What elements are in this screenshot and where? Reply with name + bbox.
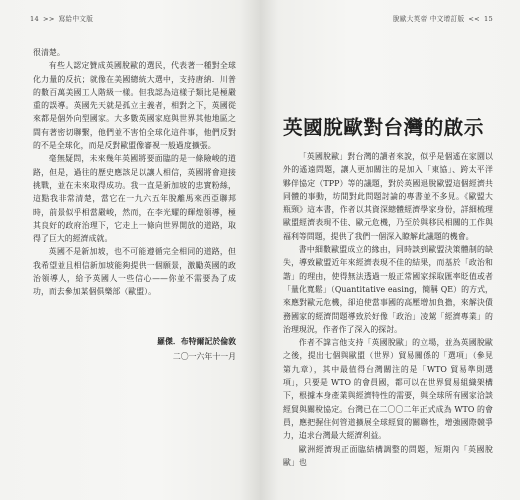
- left-header-section: 寫給中文版: [58, 15, 94, 23]
- chapter-title: 英國脫歐對台灣的啟示: [283, 116, 485, 139]
- paragraph: 很清楚。: [33, 48, 65, 57]
- right-header-separator: <<: [468, 15, 480, 23]
- left-page-number: 14: [30, 15, 39, 23]
- signature-date: 二〇一六年十一月: [172, 352, 236, 361]
- right-header-book-title: 脫歐大英帝 中文增訂版: [393, 15, 465, 23]
- left-body-text: [33, 46, 236, 299]
- paragraph: 歐洲經濟現正面臨結構調整的問題，短期內「英國脫歐」也: [283, 444, 493, 467]
- paragraph: 「英國脫歐」對台灣的讀者來說，似乎是個遙在家園以外的遙遠問題，讓人更加關注的是加入「東協」、跨太平洋夥伴協定（TPP）等的議題，對於英國退脫歐盟這個經濟共同體的事動，坊間對此問題討論的專書並不多見。《歐盟大瓶頸》這本書，作者以其資深總體經濟學家身份，詳細梳理歐盟經濟表現不佳、歐元危機，乃至於與移民相關的工作與福利等問題，提供了我們一個深入瞭解此議題的機會。: [283, 152, 493, 241]
- paragraph: 毫無疑問，未來幾年英國將要面臨的是一條險峻的道路，但是，過往的歷史應該足以讓人相信，英國將會迎接挑戰，並在未來取得成功。我一直是新加坡的忠實粉絲，這點我非常清楚，當它在一九六五年脫離馬來西亞聯邦時，前景似乎相當嚴峻，然而，在李光耀的輝煌領導，極其良好的政府治理下，它走上一條向世界開放的道路，取得了巨大的經濟成就。: [33, 154, 236, 244]
- left-running-header: [30, 13, 97, 23]
- signature-block: [33, 334, 236, 364]
- right-page-number: 15: [484, 15, 493, 23]
- right-body-text: [283, 150, 493, 469]
- paragraph: 作者不諱言他支持「英國脫歐」的立場，並為英國脫歐之後，提出七個與歐盟（世界）貿易關係的「選項」（參見第九章），其中最值得台灣關注的是「WTO 貿易準則選項」，只要是 WTO 的會員國，都可以在世界貿易組織架構下，根據本身產業與經濟特性的需要，與全球所有國家洽談經貿與關稅協定。台灣已在二〇〇二年正式成為 WTO 的會員，應把握住何管道擴展全球經貿的關聯性，增強國際競爭力，追求台灣最大經濟利益。: [283, 338, 493, 441]
- right-running-header: [389, 13, 493, 23]
- paragraph: 英國不是新加坡，也不可能遵循完全相同的道路，但我希望並且相信新加坡能夠提供一個願景，激勵英國的政治領導人，給予英國人一些信心——你並不需要為了成功，而去參加某個俱樂部（歐盟）。: [33, 247, 236, 297]
- paragraph: 有些人認定贊成英國脫歐的選民，代表著一種對全球化力量的反抗；就像在美國總統大選中，支持唐納．川普的數百萬美國工人階級一樣。但我認為這樣子類比是極嚴重的誤導。英國先天就是孤立主義者，相對之下，英國從來都是個外向型國家。大多數英國家庭與世界其他地區之間有著密切聯繫，他們並不害怕全球化這件事，他們反對的不是全球化，而是反對歐盟像審視一般過度擴張。: [33, 61, 236, 151]
- paragraph: 書中細數歐盟成立的緣由，同時談到歐盟決策體制的缺失，導致歐盟近年來經濟表現不佳的結果，而基於「政治和諧」的理由，使得無法透過一般正常國家採取匯率貶值或者「量化寬鬆」（Quantitative easing，簡稱 QE）的方式，來應對歐元危機，卻迫使當事國的高壓增加負擔，來解決債務國家的經濟問題導致於好像「政治」凌駕「經濟專業」的治理現況，作者作了深入的探討。: [283, 245, 493, 334]
- signature-author: 羅傑．布特爾記於倫敦: [157, 337, 236, 346]
- right-page: [260, 0, 520, 500]
- left-header-separator: >>: [43, 15, 55, 23]
